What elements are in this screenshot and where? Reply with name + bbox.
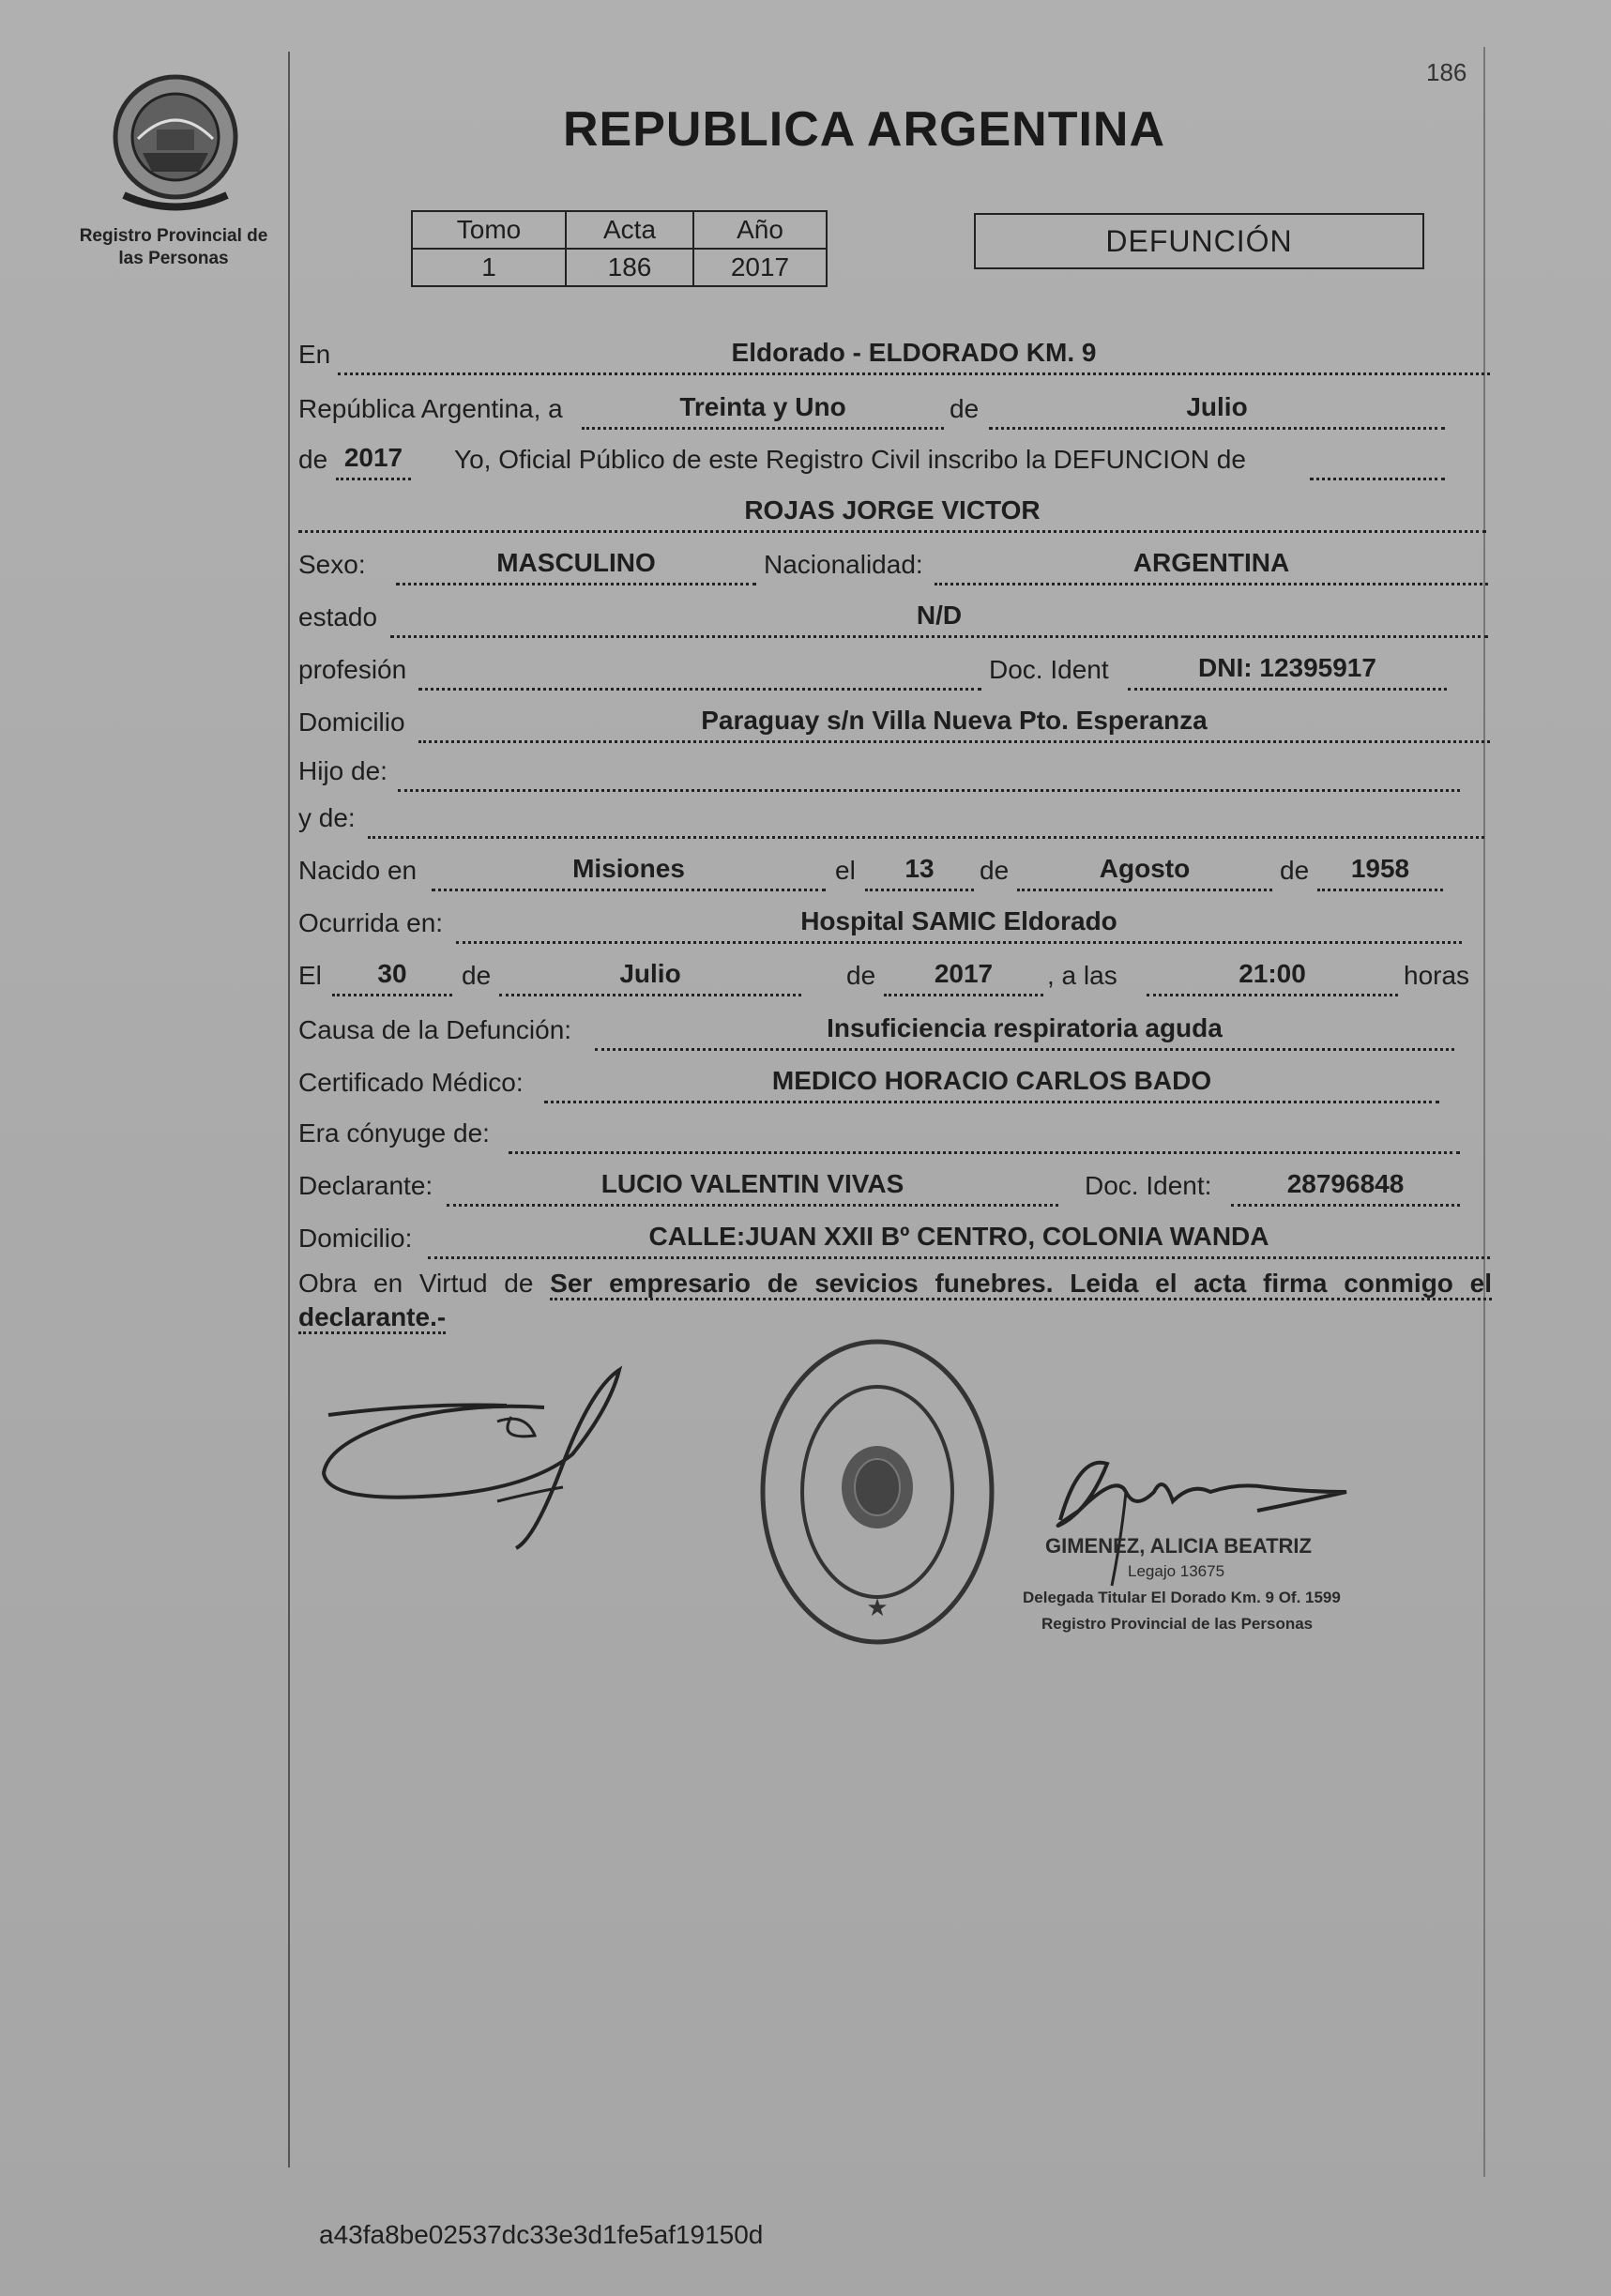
row-en bbox=[298, 334, 1490, 375]
value-ocurrida: Hospital SAMIC Eldorado bbox=[456, 904, 1462, 944]
row-estado bbox=[298, 597, 1490, 638]
value-birth-day: 13 bbox=[865, 851, 974, 891]
row-sexo bbox=[298, 544, 1490, 585]
table-value-tomo: 1 bbox=[412, 249, 566, 286]
page-title: REPUBLICA ARGENTINA bbox=[563, 102, 1166, 157]
document-hash: a43fa8be02537dc33e3d1fe5af19150d bbox=[319, 2220, 764, 2249]
value-conyuge bbox=[509, 1114, 1460, 1154]
value-nacido: Misiones bbox=[432, 851, 826, 891]
stamp-official-name: GIMENEZ, ALICIA BEATRIZ bbox=[1045, 1534, 1312, 1558]
label-en: En bbox=[298, 340, 331, 369]
registry-label: Registro Provincial de las Personas bbox=[79, 226, 268, 268]
value-en: Eldorado - ELDORADO KM. 9 bbox=[338, 335, 1490, 375]
label-profesion: profesión bbox=[298, 655, 407, 684]
value-birth-month: Agosto bbox=[1017, 851, 1272, 891]
row-certificado bbox=[298, 1062, 1490, 1103]
label-de-2: de bbox=[298, 445, 328, 474]
row-declarante bbox=[298, 1165, 1490, 1207]
row-deceased-name bbox=[298, 492, 1490, 533]
value-day-words: Treinta y Uno bbox=[582, 389, 944, 430]
label-causa: Causa de la Defunción: bbox=[298, 1015, 572, 1044]
label-el-2: El bbox=[298, 961, 322, 990]
left-margin-line bbox=[288, 52, 290, 2167]
value-death-day: 30 bbox=[332, 956, 452, 996]
value-causa: Insuficiencia respiratoria aguda bbox=[595, 1011, 1454, 1051]
label-declarante: Declarante: bbox=[298, 1171, 433, 1200]
label-decl-doc: Doc. Ident: bbox=[1085, 1171, 1212, 1200]
label-republica: República Argentina, a bbox=[298, 394, 563, 423]
value-obra: Ser empresario de sevicios funebres. Leida el acta firma conmigo el declarante.- bbox=[298, 1269, 1492, 1334]
value-domicilio: Paraguay s/n Villa Nueva Pto. Esperanza bbox=[418, 703, 1490, 743]
label-a-las: , a las bbox=[1047, 961, 1117, 990]
label-obra: Obra en Virtud de bbox=[298, 1269, 534, 1298]
value-decl-doc: 28796848 bbox=[1231, 1166, 1460, 1207]
label-decl-domicilio: Domicilio: bbox=[298, 1224, 413, 1253]
record-info-table bbox=[411, 210, 828, 287]
value-doc-ident: DNI: 12395917 bbox=[1128, 650, 1447, 691]
table-header-row bbox=[412, 211, 827, 249]
value-death-month: Julio bbox=[499, 956, 801, 996]
label-horas: horas bbox=[1404, 961, 1470, 990]
record-type-box: DEFUNCIÓN bbox=[974, 213, 1424, 269]
page-number: 186 bbox=[1426, 58, 1467, 86]
table-header-anio: Año bbox=[693, 211, 827, 249]
table-value-anio: 2017 bbox=[693, 249, 827, 286]
value-deceased-name: ROJAS JORGE VICTOR bbox=[298, 493, 1486, 533]
value-oficial-blank bbox=[1310, 440, 1445, 480]
stamp-legajo: Legajo 13675 bbox=[1128, 1562, 1225, 1580]
label-de-5: de bbox=[462, 961, 492, 990]
province-emblem-icon bbox=[105, 64, 246, 214]
row-death-date bbox=[298, 955, 1490, 996]
stamp-role: Delegada Titular El Dorado Km. 9 Of. 1599 bbox=[1023, 1589, 1341, 1606]
value-nacionalidad: ARGENTINA bbox=[935, 545, 1488, 585]
stamp-registry: Registro Provincial de las Personas bbox=[1041, 1615, 1314, 1633]
label-nacionalidad: Nacionalidad: bbox=[764, 550, 923, 579]
value-certificado: MEDICO HORACIO CARLOS BADO bbox=[544, 1063, 1439, 1103]
obra-paragraph bbox=[298, 1267, 1492, 1334]
label-sexo: Sexo: bbox=[298, 550, 366, 579]
label-de-4: de bbox=[1280, 856, 1310, 885]
value-death-time: 21:00 bbox=[1147, 956, 1398, 996]
row-domicilio bbox=[298, 702, 1490, 743]
row-profesion bbox=[298, 649, 1490, 691]
value-birth-year: 1958 bbox=[1317, 851, 1443, 891]
row-nacido bbox=[298, 850, 1490, 891]
value-sexo: MASCULINO bbox=[396, 545, 756, 585]
label-oficial-text: Yo, Oficial Público de este Registro Civil inscribo la DEFUNCION de bbox=[454, 445, 1246, 474]
table-value-acta: 186 bbox=[566, 249, 693, 286]
value-year: 2017 bbox=[336, 440, 411, 480]
value-declarante: LUCIO VALENTIN VIVAS bbox=[447, 1166, 1058, 1207]
row-oficial bbox=[298, 439, 1490, 480]
label-nacido: Nacido en bbox=[298, 856, 418, 885]
value-yde bbox=[368, 798, 1484, 839]
row-republica bbox=[298, 388, 1490, 430]
value-death-year: 2017 bbox=[884, 956, 1043, 996]
label-estado: estado bbox=[298, 602, 378, 631]
row-conyuge bbox=[298, 1113, 1490, 1154]
label-conyuge: Era cónyuge de: bbox=[298, 1118, 490, 1148]
row-ocurrida bbox=[298, 903, 1490, 944]
official-signature-icon bbox=[1023, 1436, 1398, 1651]
table-header-tomo: Tomo bbox=[412, 211, 566, 249]
label-de-3: de bbox=[980, 856, 1010, 885]
value-estado: N/D bbox=[390, 598, 1488, 638]
label-de-1: de bbox=[950, 394, 980, 423]
registry-seal-icon bbox=[751, 1332, 1004, 1651]
label-yde: y de: bbox=[298, 803, 356, 832]
declarant-signature-icon bbox=[310, 1351, 647, 1558]
row-hijo bbox=[298, 751, 1490, 792]
label-doc-ident: Doc. Ident bbox=[989, 655, 1109, 684]
label-el: el bbox=[835, 856, 856, 885]
row-causa bbox=[298, 1010, 1490, 1051]
table-value-row bbox=[412, 249, 827, 286]
label-ocurrida: Ocurrida en: bbox=[298, 908, 444, 937]
row-decl-domicilio bbox=[298, 1218, 1490, 1259]
value-decl-domicilio: CALLE:JUAN XXII Bº CENTRO, COLONIA WANDA bbox=[428, 1219, 1490, 1259]
value-profesion bbox=[418, 650, 981, 691]
value-month: Julio bbox=[989, 389, 1445, 430]
svg-text:★: ★ bbox=[866, 1593, 889, 1621]
label-hijo: Hijo de: bbox=[298, 756, 388, 785]
label-domicilio: Domicilio bbox=[298, 707, 405, 737]
label-certificado: Certificado Médico: bbox=[298, 1068, 524, 1097]
label-de-6: de bbox=[846, 961, 876, 990]
table-header-acta: Acta bbox=[566, 211, 693, 249]
row-yde bbox=[298, 798, 1490, 839]
value-hijo bbox=[398, 752, 1460, 792]
